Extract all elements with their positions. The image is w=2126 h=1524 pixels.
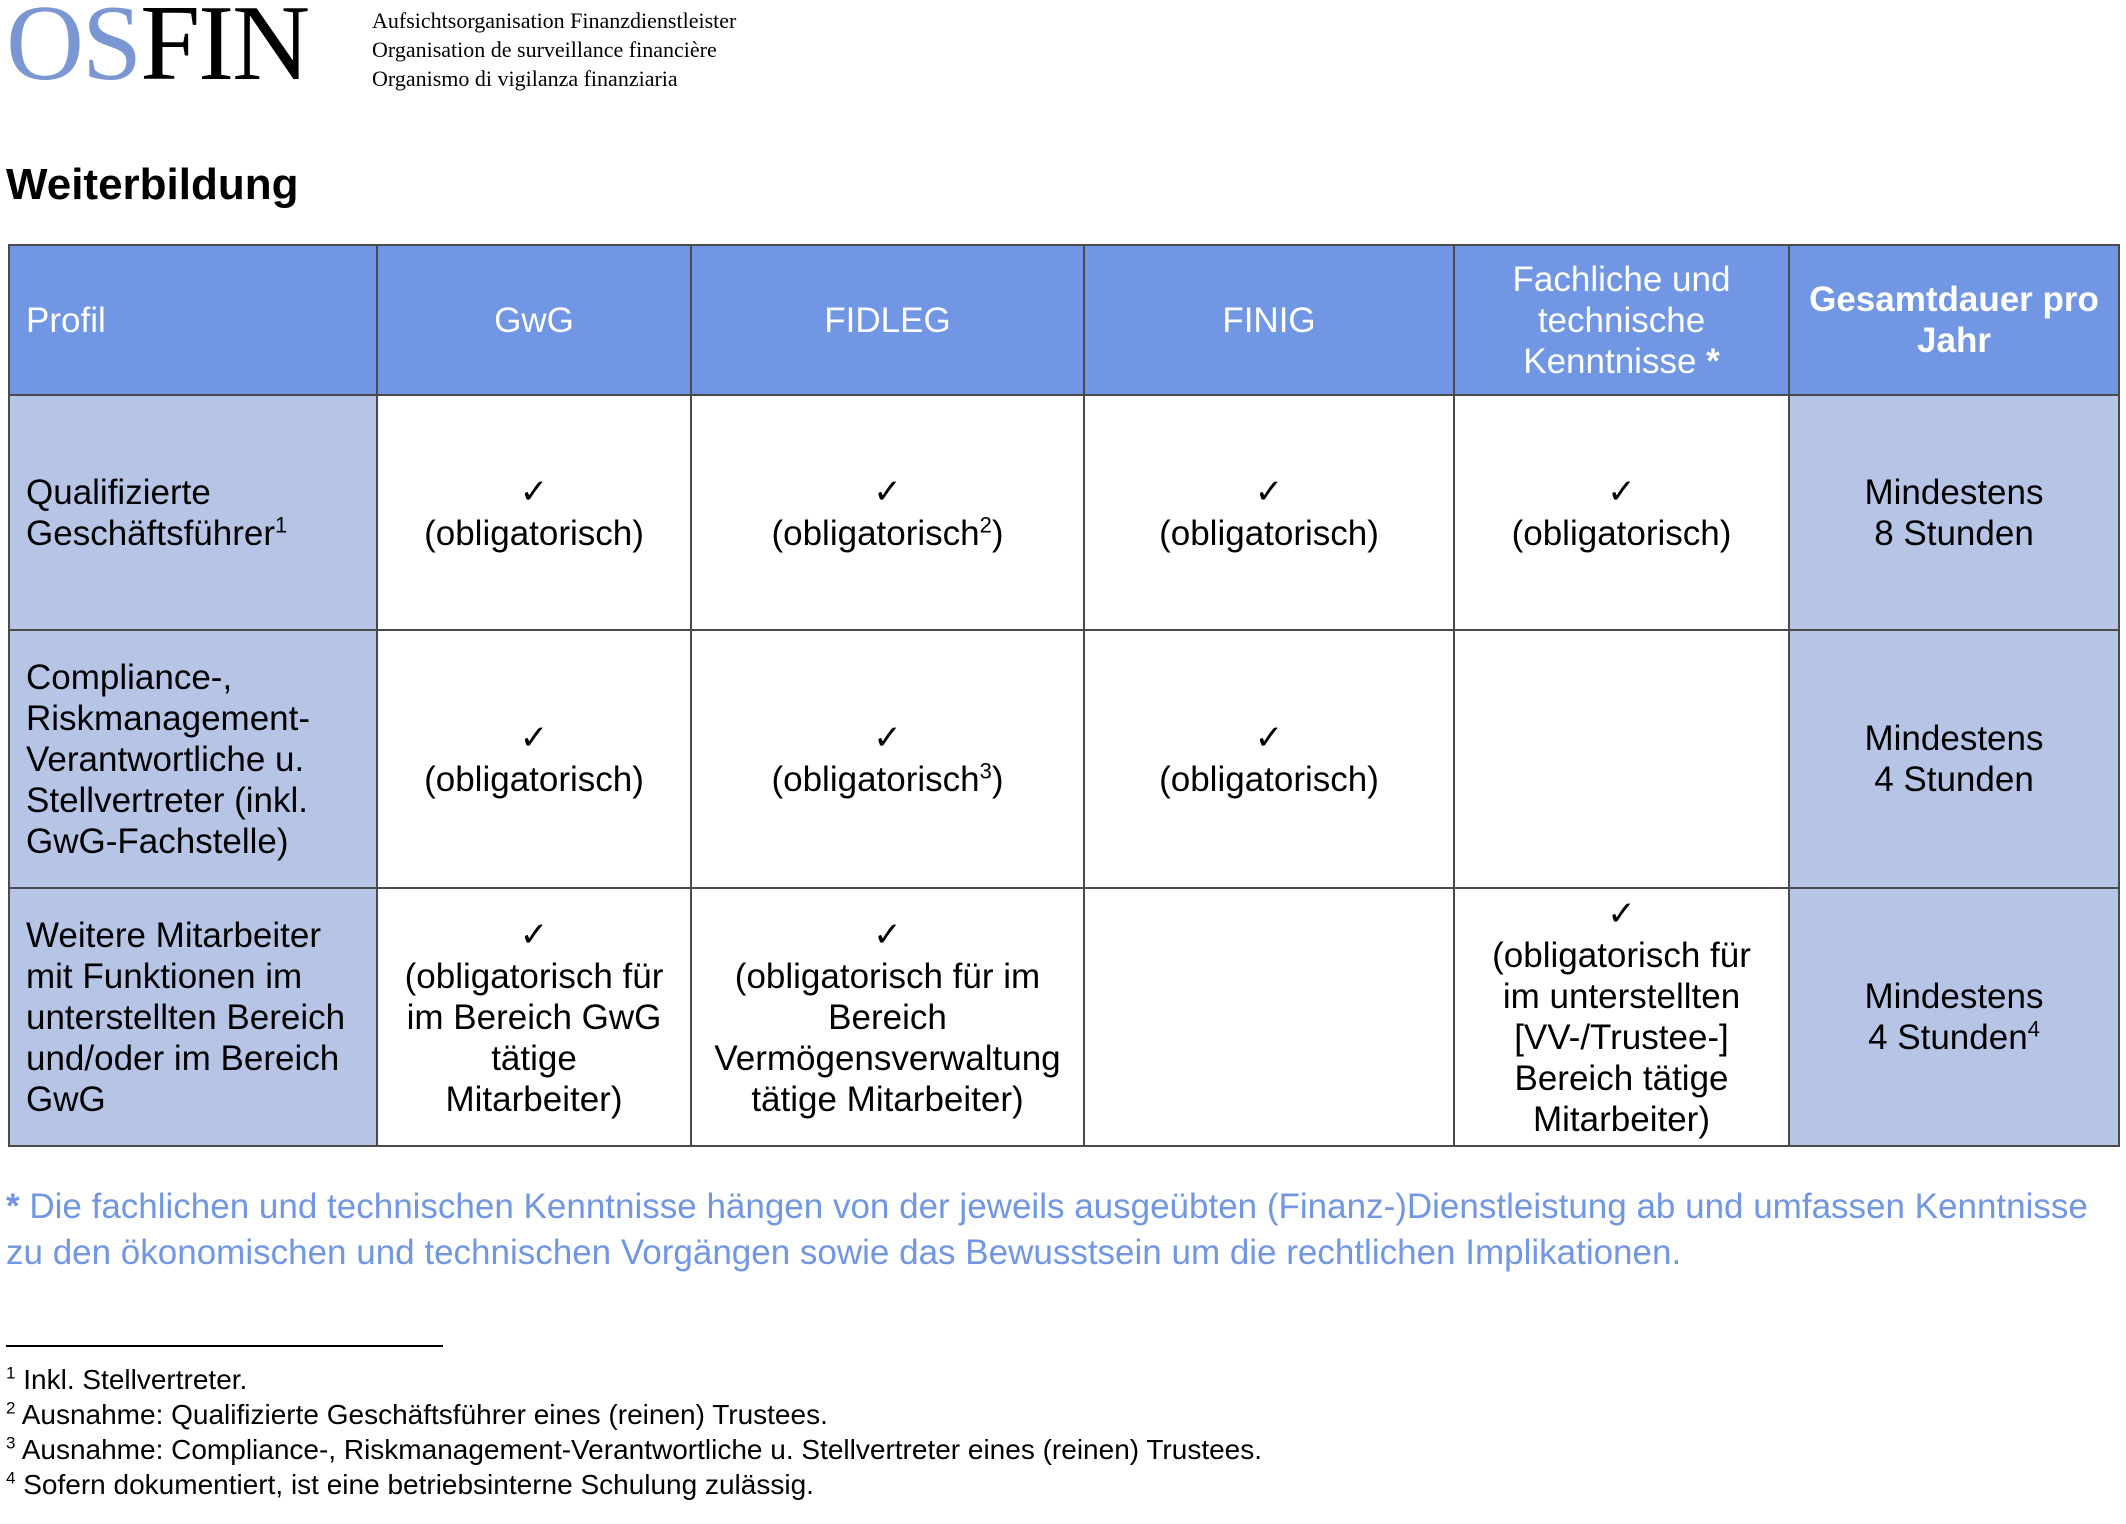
profile-cell: Qualifizierte Geschäftsführer$^1$ <box>9 395 377 630</box>
note-asterisk: * <box>6 1187 20 1226</box>
footnote-3: $^3$ Ausnahme: Compliance-, Riskmanagement-Verantwortliche u. Stellvertreter eines (reinen) Trustees. <box>6 1433 1263 1465</box>
profile-cell: Compliance-, Riskmanagement- Verantwortliche u. Stellvertreter (inkl. GwG-Fachstelle) <box>9 630 377 888</box>
total-duration-cell: Mindestens 4 Stunden$^4$ <box>1789 888 2119 1146</box>
osfin-logo: OSFIN <box>6 0 309 103</box>
footnote-2: $^2$ Ausnahme: Qualifizierte Geschäftsführer eines (reinen) Trustees. <box>6 1398 828 1430</box>
header-total-duration: Gesamtdauer pro Jahr <box>1789 245 2119 395</box>
profile-cell: Weitere Mitarbeiter mit Funktionen im unterstellten Bereich und/oder im Bereich GwG <box>9 888 377 1146</box>
checkmark-icon: ✓ <box>519 472 549 511</box>
header-finig: FINIG <box>1084 245 1454 395</box>
checkmark-icon: ✓ <box>1607 472 1636 511</box>
header-profile: Profil <box>9 245 377 395</box>
organization-names <box>372 6 736 93</box>
checkmark-icon: ✓ <box>1254 472 1284 511</box>
checkmark-icon: ✓ <box>873 719 902 757</box>
org-name-de: Aufsichtsorganisation Finanzdienstleister <box>372 8 737 33</box>
training-table <box>8 244 2120 1147</box>
header-fidleg: FIDLEG <box>691 245 1084 395</box>
note-text: Die fachlichen und technischen Kenntnisse hängen von der jeweils ausgeübten (Finanz-)Dienstleistung ab und umfassen Kenntnisse zu den ökonomischen und technischen Vorgängen sowie das Bewusstsein um die rechtlichen Implikationen. <box>6 1187 2088 1272</box>
org-name-fr: Organisation de surveillance financière <box>372 37 717 62</box>
knowledge-note <box>6 1184 2106 1276</box>
checkmark-icon: ✓ <box>873 472 902 511</box>
finig-cell: ✓ (obligatorisch) <box>1084 395 1454 630</box>
checkmark-icon: ✓ <box>873 915 902 954</box>
fachliche-cell: ✓ (obligatorisch für im unterstellten [VV-/Trustee-] Bereich tätige Mitarbeiter) <box>1454 888 1789 1146</box>
checkmark-icon: ✓ <box>1254 719 1284 757</box>
fachliche-cell: ✓ (obligatorisch) <box>1454 395 1789 630</box>
fachliche-cell-empty <box>1454 630 1789 888</box>
total-duration-cell: Mindestens 4 Stunden <box>1789 630 2119 888</box>
fidleg-cell: ✓ (obligatorisch$^3$) <box>691 630 1084 888</box>
finig-cell: ✓ (obligatorisch) <box>1084 630 1454 888</box>
footnote-1: $^1$ Inkl. Stellvertreter. <box>6 1363 248 1395</box>
finig-cell-empty <box>1084 888 1454 1146</box>
total-duration-cell: Mindestens 8 Stunden <box>1789 395 2119 630</box>
checkmark-icon: ✓ <box>519 915 549 954</box>
table-row <box>9 395 2119 630</box>
page-title: Weiterbildung <box>6 160 299 209</box>
org-name-it: Organismo di vigilanza finanziaria <box>372 66 678 91</box>
header-fachliche: Fachliche und technische Kenntnisse * <box>1454 245 1789 395</box>
gwg-cell: ✓ (obligatorisch für im Bereich GwG tätige Mitarbeiter) <box>377 888 691 1146</box>
checkmark-icon: ✓ <box>1607 895 1636 933</box>
header-gwg: GwG <box>377 245 691 395</box>
gwg-cell: ✓ (obligatorisch) <box>377 630 691 888</box>
checkmark-icon: ✓ <box>519 719 549 757</box>
table-row <box>9 888 2119 1146</box>
footnote-4: $^4$ Sofern dokumentiert, ist eine betriebsinterne Schulung zulässig. <box>6 1468 814 1500</box>
footnote-separator <box>6 1345 443 1347</box>
table-header-row <box>9 245 2119 395</box>
fidleg-cell: ✓ (obligatorisch für im Bereich Vermögensverwaltung tätige Mitarbeiter) <box>691 888 1084 1146</box>
footnotes <box>6 1362 1262 1502</box>
table-row <box>9 630 2119 888</box>
fidleg-cell: ✓ (obligatorisch$^2$) <box>691 395 1084 630</box>
gwg-cell: ✓ (obligatorisch) <box>377 395 691 630</box>
